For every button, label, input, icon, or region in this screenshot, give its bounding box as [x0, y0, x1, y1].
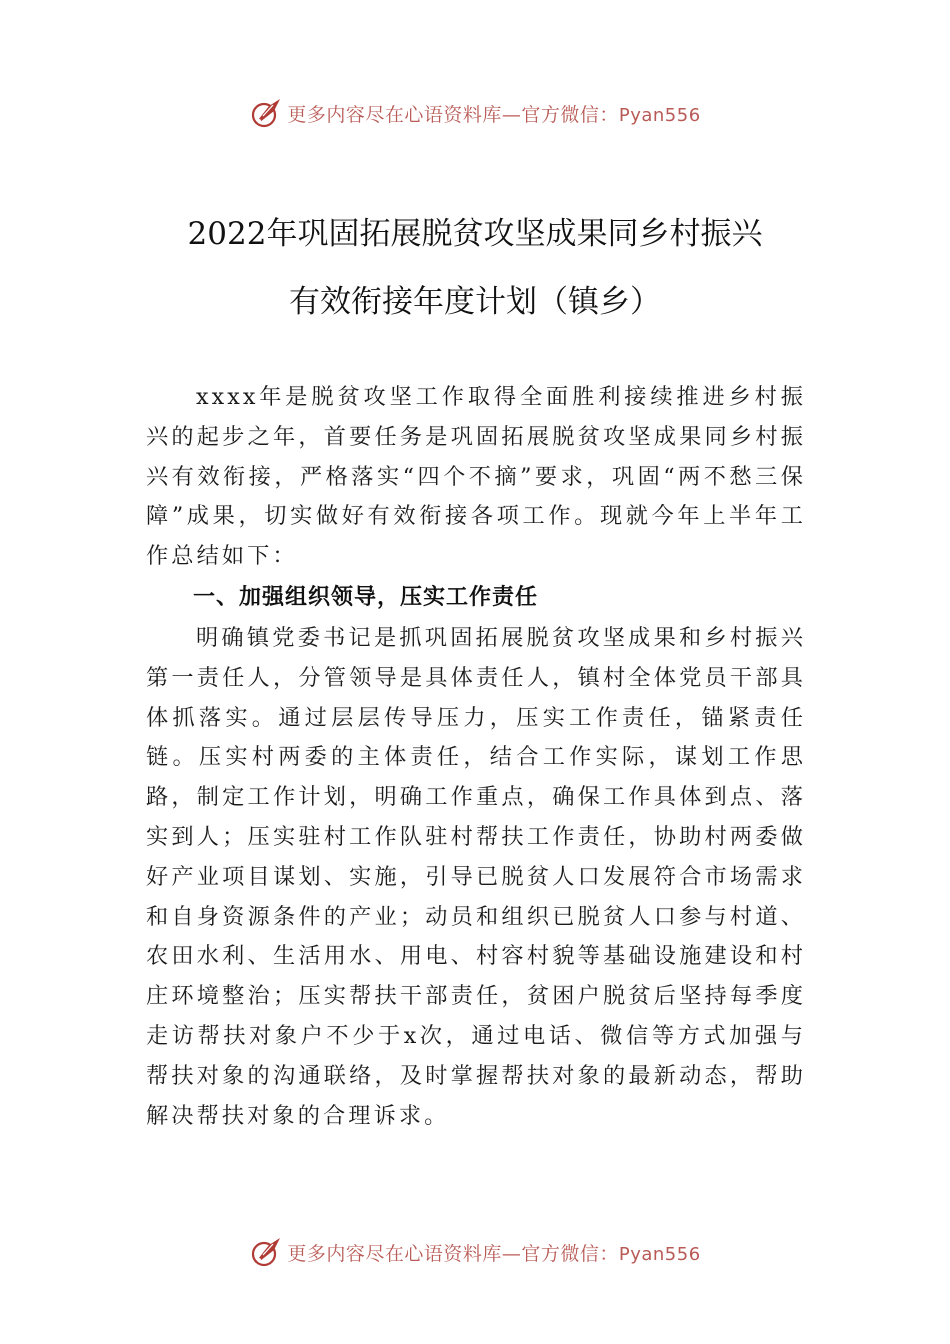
watermark-handle: Pyan556	[618, 1243, 701, 1265]
section-1-heading: 一、加强组织领导，压实工作责任	[193, 585, 539, 610]
quill-pen-logo-icon	[249, 96, 283, 130]
header-watermark	[0, 93, 950, 133]
watermark-text: 更多内容尽在心语资料库—官方微信：Pyan556	[287, 103, 701, 126]
section-1-paragraph: 明确镇党委书记是抓巩固拓展脱贫攻坚成果和乡村振兴第一责任人，分管领导是具体责任人，镇村全体党员干部具体抓落实。通过层层传导压力，压实工作责任，锚紧责任链。压实村两委的主体责任，结合工作实际，谋划工作思路，制定工作计划，明确工作重点，确保工作具体到点、落实到人；压实驻村工作队驻村帮扶工作责任，协助村两委做好产业项目谋划、实施，引导已脱贫人口发展符合市场需求和自身资源条件的产业；动员和组织已脱贫人口参与村道、农田水利、生活用水、用电、村容村貌等基础设施建设和村庄环境整治；压实帮扶干部责任，贫困户脱贫后坚持每季度走访帮扶对象户不少于x次，通过电话、微信等方式加强与帮扶对象的沟通联络，及时掌握帮扶对象的最新动态，帮助解决帮扶对象的合理诉求。	[146, 625, 806, 1129]
document-title-line-2: 有效衔接年度计划（镇乡）	[289, 284, 661, 320]
intro-paragraph: xxxx年是脱贫攻坚工作取得全面胜利接续推进乡村振兴的起步之年，首要任务是巩固拓展脱贫攻坚成果同乡村振兴有效衔接，严格落实“四个不摘”要求，巩固“两不愁三保障”成果，切实做好有效衔接各项工作。现就今年上半年工作总结如下：	[146, 384, 806, 570]
watermark-handle: Pyan556	[618, 104, 701, 126]
watermark-text: 更多内容尽在心语资料库—官方微信：Pyan556	[287, 1242, 701, 1265]
quill-pen-logo-icon	[249, 1235, 283, 1269]
footer-watermark	[0, 1232, 950, 1272]
document-title-line-1: 2022年巩固拓展脱贫攻坚成果同乡村振兴	[187, 216, 763, 252]
